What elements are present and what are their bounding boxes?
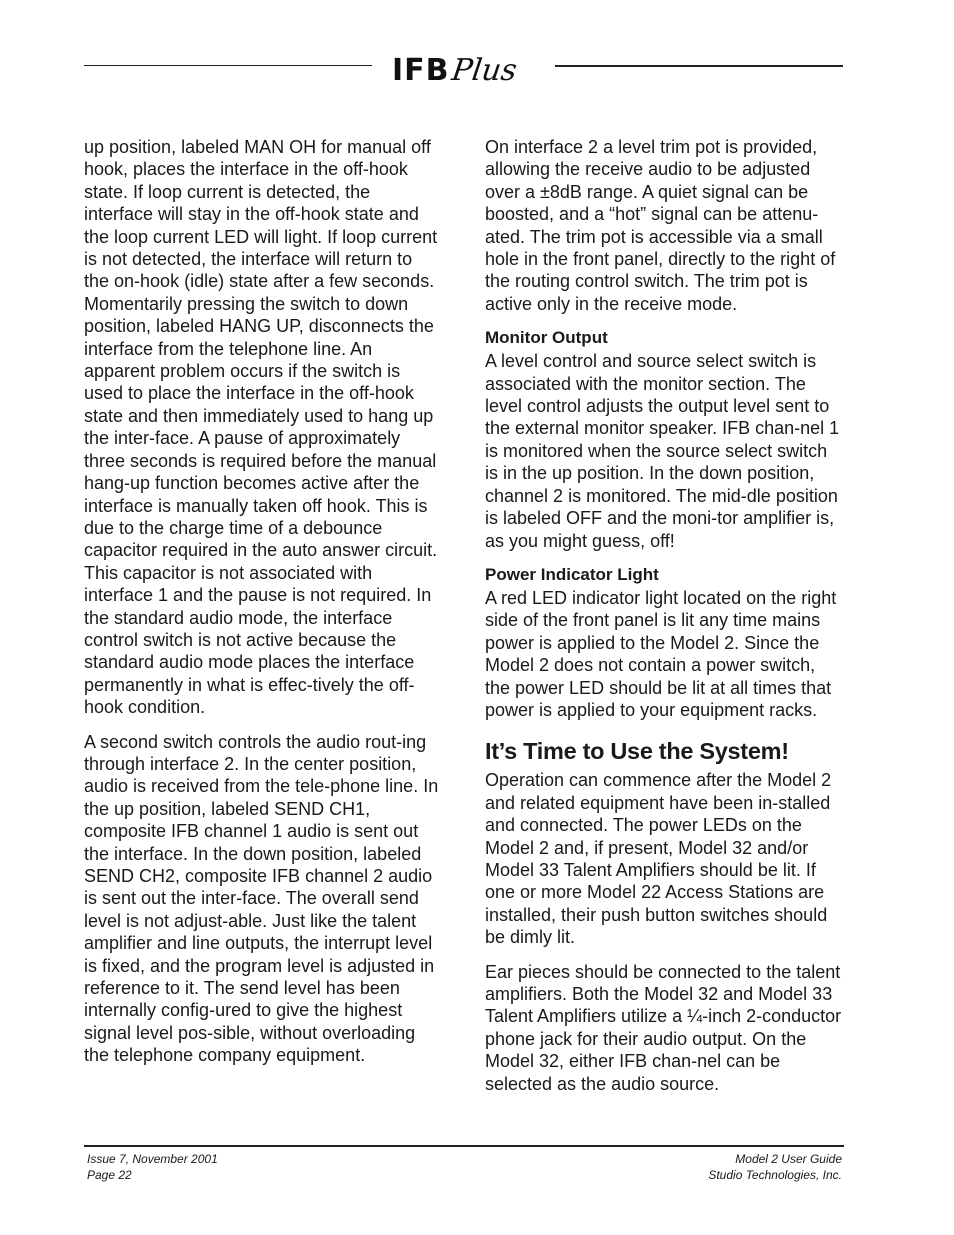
footer-rule <box>84 1145 844 1147</box>
footer-page-number: Page 22 <box>87 1168 132 1182</box>
left-column <box>84 136 442 1079</box>
right-paragraph-trim-pot: On interface 2 a level trim pot is provided, allowing the receive audio to be adjusted over a ±8dB range. A quiet signal can be boosted, and a “hot” signal can be attenu-ated. The trim pot is accessible via a small hole in the front panel, directly to the right of the routing control switch. The trim pot is active only in the receive mode. <box>485 137 836 314</box>
footer-guide-title: Model 2 User Guide <box>735 1152 842 1166</box>
paragraph-time-to-use-2: Ear pieces should be connected to the talent amplifiers. Both the Model 32 and Model 33 Talent Amplifiers utilize a ¼-inch 2-conductor phone jack for their audio output. On the Model 32, either IFB chan-nel can be selected as the audio source. <box>485 961 842 1094</box>
ifb-plus-logo <box>392 46 519 88</box>
left-paragraph-1: up position, labeled MAN OH for manual off hook, places the interface in the off-hook state. If loop current is detected, the interface will stay in the off-hook state and the loop current LED will light. If loop current is not detected, the interface will return to the on-hook (idle) state after a few seconds. Momentarily pressing the switch to down position, labeled HANG UP, disconnects the interface from the telephone line. An apparent problem occurs if the switch is used to place the interface in the off-hook state and then immediately used to hang up the inter-face. A pause of approximately three seconds is required before the manual hang-up function becomes active after the interface is manually taken off hook. This is due to the charge time of a debounce capacitor required in the auto answer circuit. This capacitor is not associated with interface 1 and the pause is not required. In the standard audio mode, the interface control switch is not active because the standard audio mode places the interface permanently in what is effec-tively the off-hook condition. <box>84 137 438 718</box>
paragraph-time-to-use-1: Operation can commence after the Model 2 and related equipment have been in-stalled and connected. The power LEDs on the Model 2 and, if present, Model 32 and/or Model 33 Talent Amplifiers should be lit. If one or more Model 22 Access Stations are installed, their push button switches should be dimly lit. <box>485 770 832 948</box>
footer-left <box>87 1151 218 1183</box>
right-column <box>485 136 845 1107</box>
logo-main-text: IFB <box>392 53 450 88</box>
heading-monitor-output: Monitor Output <box>485 328 608 348</box>
footer-right <box>708 1151 842 1183</box>
left-paragraph-2: A second switch controls the audio rout-ing through interface 2. In the center position, audio is received from the tele-phone line. In the up position, labeled SEND CH1, composite IFB channel 1 audio is sent out the interface. In the down position, labeled SEND CH2, composite IFB channel 2 audio is sent out the inter-face. The overall send level is not adjust-able. Just like the talent amplifier and line outputs, the interrupt level is fixed, and the program level is adjusted in reference to it. The send level has been internally config-ured to give the highest signal level pos-sible, without overloading the telephone company equipment. <box>84 731 439 1066</box>
header-rule-left <box>84 65 372 66</box>
paragraph-monitor-output: A level control and source select switch is associated with the monitor section. The level control adjusts the output level sent to the external monitor speaker. IFB chan-nel 1 is monitored when the source select switch is in the up position. In the down position, channel 2 is monitored. The mid-dle position is labeled OFF and the moni-tor amplifier is, as you might guess, off! <box>485 351 840 551</box>
header-rule-right <box>555 65 843 67</box>
heading-power-indicator: Power Indicator Light <box>485 564 659 584</box>
footer-issue: Issue 7, November 2001 <box>87 1152 218 1166</box>
heading-time-to-use: It’s Time to Use the System! <box>485 738 789 765</box>
paragraph-power-indicator: A red LED indicator light located on the right side of the front panel is lit any time mains power is applied to the Model 2. Since the Model 2 does not contain a power switch, the power LED should be lit at all times that power is applied to your equipment racks. <box>485 587 837 720</box>
logo-script-text: Plus <box>449 53 519 88</box>
footer-company: Studio Technologies, Inc. <box>708 1168 842 1182</box>
